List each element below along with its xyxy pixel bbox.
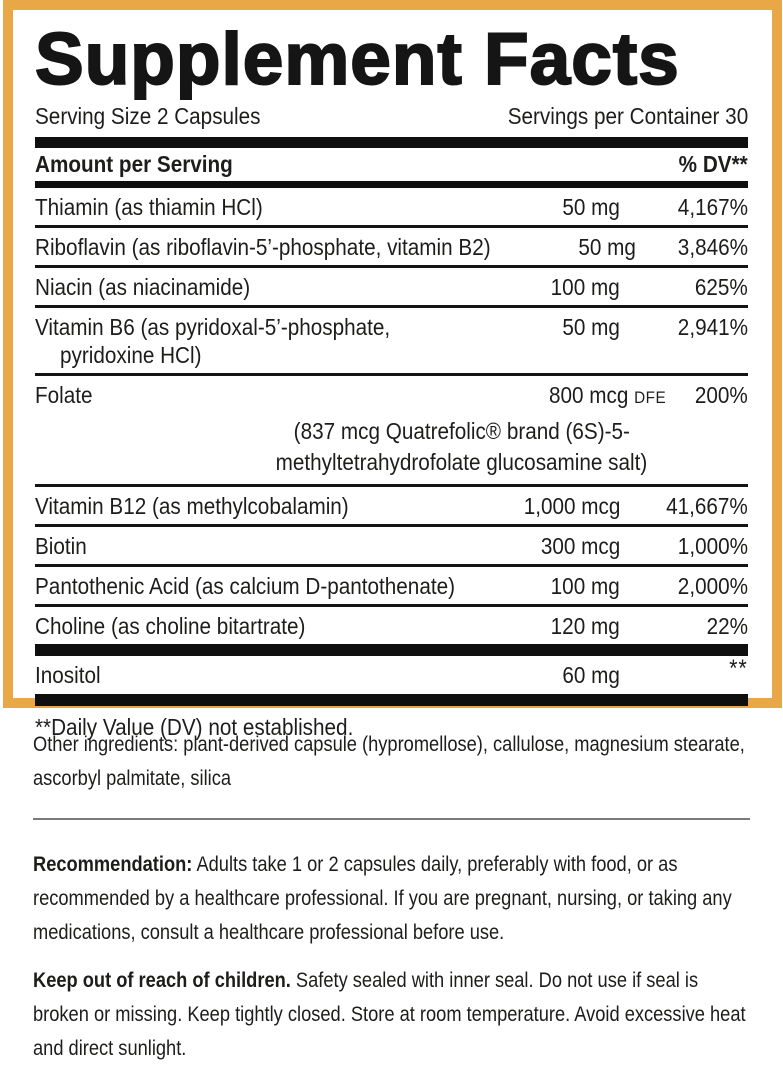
row-vitamin-b12 — [35, 487, 748, 527]
other-ingredients-text: Other ingredients: plant-derived capsule (hypromellose), callulose, magnesium stearate, ascorbyl palmitate, silica — [33, 733, 745, 790]
dv-footnote: **Daily Value (DV) not established. — [35, 714, 354, 740]
nutrient-amount: 60 mg — [562, 662, 620, 688]
nutrient-name: Riboflavin (as riboflavin-5’-phosphate, vitamin B2) — [35, 234, 491, 260]
amount-per-serving-header: Amount per Serving — [35, 151, 233, 177]
row-folate — [35, 376, 748, 487]
nutrient-amount: 100 mg — [550, 573, 620, 599]
nutrient-dv: 22% — [706, 613, 748, 639]
nutrient-amount: 120 mg — [550, 613, 620, 639]
nutrient-amount: 800 mcg — [548, 382, 629, 408]
nutrient-dv: 200% — [695, 382, 748, 408]
folate-source-line1: (837 mcg Quatrefolic® brand (6S)-5- — [293, 418, 630, 444]
row-choline — [35, 607, 748, 644]
nutrient-dv: 2,941% — [677, 314, 748, 340]
nutrient-dv: 2,000% — [677, 573, 748, 599]
percent-dv-header: % DV** — [678, 151, 748, 177]
divider-bar-extra-thick-2 — [35, 694, 748, 706]
nutrient-dv: 3,846% — [677, 234, 748, 260]
recommendation-text: Adults take 1 or 2 capsules daily, preferably with food, or as recommended by a healthcare professional. If you are pregnant, nursing, or taking any medications, consult a healthcare professional before use. — [33, 853, 732, 944]
nutrient-name-line2: pyridoxine HCl) — [60, 342, 202, 368]
nutrient-name-line1: Vitamin B6 (as pyridoxal-5’-phosphate, — [35, 314, 391, 340]
folate-source-note — [35, 416, 748, 484]
panel-title: Supplement Facts — [35, 19, 680, 100]
row-riboflavin — [35, 228, 748, 268]
folate-source-line2: methyltetrahydrofolate glucosamine salt) — [275, 449, 648, 475]
nutrient-name: Vitamin B12 (as methylcobalamin) — [35, 493, 349, 519]
nutrient-name: Pantothenic Acid (as calcium D-pantothenate) — [35, 573, 455, 599]
nutrient-dv: 4,167% — [677, 194, 748, 220]
row-inositol — [35, 656, 748, 694]
nutrient-amount: 1,000 mcg — [523, 493, 620, 519]
divider-bar-medium — [35, 181, 748, 188]
recommendation-label: Recommendation: — [33, 853, 193, 876]
recommendation-paragraph — [33, 848, 750, 950]
section-divider-line — [33, 818, 750, 820]
nutrient-name: Biotin — [35, 533, 87, 559]
nutrient-dv: 1,000% — [677, 533, 748, 559]
divider-bar-extra-thick-1 — [35, 644, 748, 656]
warning-text: Safety sealed with inner seal. Do not use if seal is broken or missing. Keep tightly closed. Store at room temperature. Avoid excessive heat and direct sunlight. — [33, 969, 746, 1060]
serving-info-row — [35, 102, 748, 130]
nutrient-dv: ** — [729, 655, 748, 682]
nutrient-amount: 50 mg — [562, 314, 620, 340]
nutrient-dv: 625% — [695, 274, 748, 300]
nutrient-amount: 50 mg — [578, 234, 636, 260]
label-bottom-copy — [33, 728, 750, 1066]
servings-per-container: Servings per Container 30 — [507, 103, 748, 129]
nutrient-dv: 41,667% — [666, 493, 748, 519]
nutrient-amount: 100 mg — [550, 274, 620, 300]
warning-paragraph — [33, 964, 750, 1066]
table-header-row — [35, 148, 748, 181]
nutrient-amount: 300 mcg — [540, 533, 620, 559]
row-niacin — [35, 268, 748, 308]
nutrient-amount: 50 mg — [562, 194, 620, 220]
row-biotin — [35, 527, 748, 567]
nutrient-name: Thiamin (as thiamin HCl) — [35, 194, 263, 220]
row-vitamin-b6 — [35, 308, 748, 376]
row-pantothenic-acid — [35, 567, 748, 607]
divider-bar-thick-top — [35, 137, 748, 148]
nutrient-name: Choline (as choline bitartrate) — [35, 613, 306, 639]
serving-size: Serving Size 2 Capsules — [35, 103, 261, 129]
dfe-unit-label: DFE — [634, 388, 666, 407]
warning-label: Keep out of reach of children. — [33, 969, 291, 992]
nutrient-name: Niacin (as niacinamide) — [35, 274, 251, 300]
supplement-facts-panel — [3, 0, 782, 740]
nutrient-name: Inositol — [35, 662, 101, 688]
row-thiamin — [35, 188, 748, 228]
nutrient-name: Folate — [35, 382, 93, 408]
paragraph-gap — [33, 950, 750, 964]
